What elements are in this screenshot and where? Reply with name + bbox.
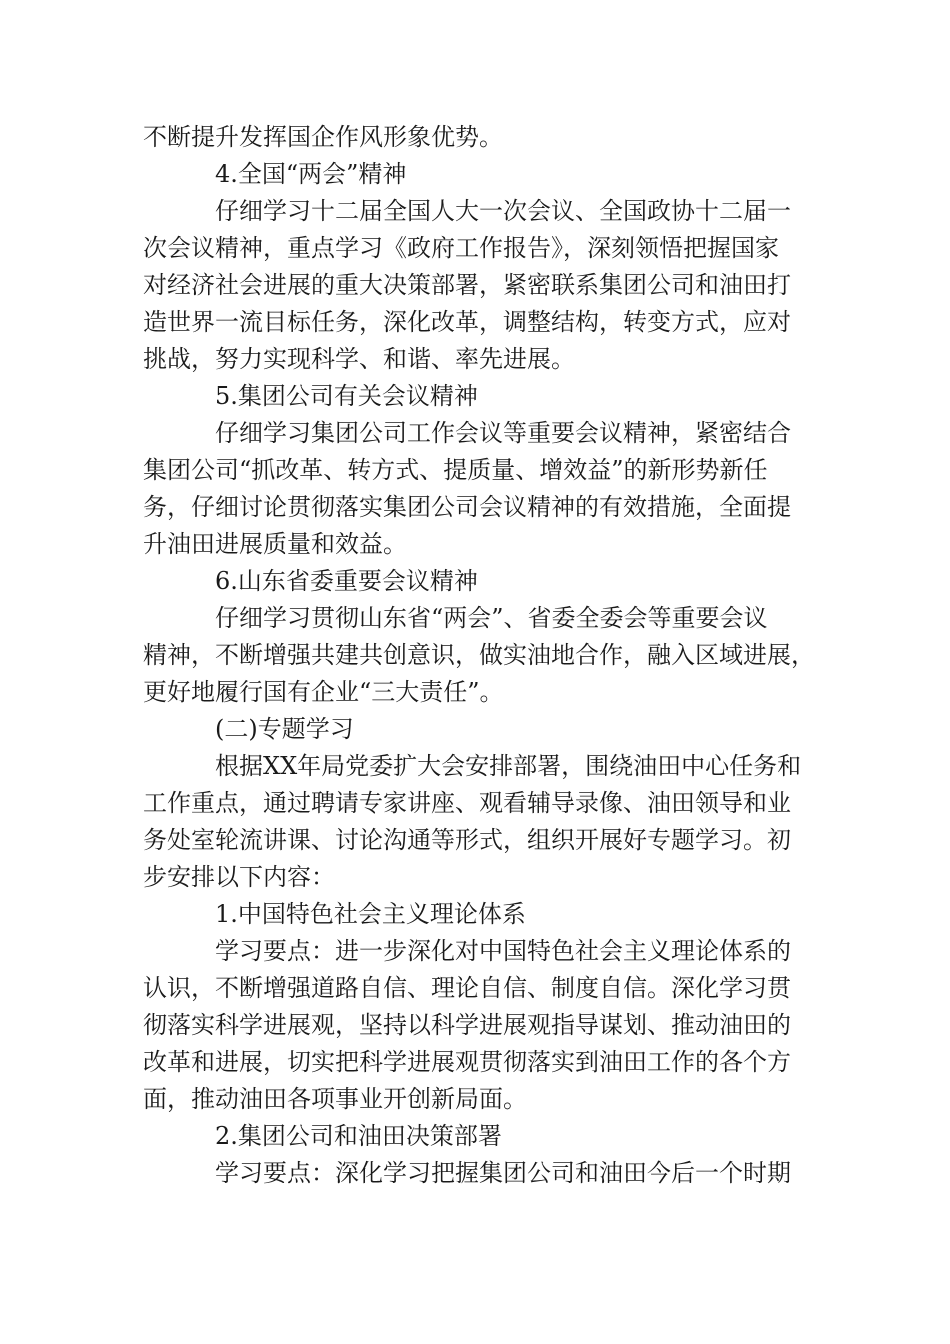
text-line: 工作重点，通过聘请专家讲座、观看辅导录像、油田领导和业 — [143, 789, 791, 817]
text-line: 次会议精神，重点学习《政府工作报告》，深刻领悟把握国家 — [143, 234, 779, 262]
text-line: 更好地履行国有企业“三大责任”。 — [143, 678, 504, 706]
text-line: 务处室轮流讲课、讨论沟通等形式，组织开展好专题学习。初 — [143, 826, 791, 854]
text-line: 不断提升发挥国企作风形象优势。 — [143, 123, 503, 151]
text-line: 认识，不断增强道路自信、理论自信、制度自信。深化学习贯 — [143, 974, 791, 1002]
text-line: 挑战，努力实现科学、和谐、率先进展。 — [143, 345, 575, 373]
text-line: 根据XX年局党委扩大会安排部署，围绕油田中心任务和 — [215, 752, 802, 780]
document-body — [143, 119, 815, 1192]
text-line: 学习要点：进一步深化对中国特色社会主义理论体系的 — [215, 937, 791, 965]
text-line: 改革和进展，切实把科学进展观贯彻落实到油田工作的各个方 — [143, 1048, 791, 1076]
text-line: 对经济社会进展的重大决策部署，紧密联系集团公司和油田打 — [143, 271, 791, 299]
text-line: 1.中国特色社会主义理论体系 — [215, 900, 526, 928]
text-line: 彻落实科学进展观，坚持以科学进展观指导谋划、推动油田的 — [143, 1011, 791, 1039]
text-line: 造世界一流目标任务，深化改革，调整结构，转变方式，应对 — [143, 308, 791, 336]
text-line: (二)专题学习 — [215, 715, 354, 743]
text-line: 仔细学习十二届全国人大一次会议、全国政协十二届一 — [215, 197, 791, 225]
text-line: 5.集团公司有关会议精神 — [215, 382, 478, 410]
text-line: 仔细学习集团公司工作会议等重要会议精神，紧密结合 — [215, 419, 791, 447]
text-line: 务，仔细讨论贯彻落实集团公司会议精神的有效措施，全面提 — [143, 493, 791, 521]
text-line: 4.全国“两会”精神 — [215, 160, 407, 188]
text-line: 学习要点：深化学习把握集团公司和油田今后一个时期 — [215, 1159, 791, 1187]
text-line: 仔细学习贯彻山东省“两会”、省委全委会等重要会议 — [215, 604, 768, 632]
text-line: 升油田进展质量和效益。 — [143, 530, 407, 558]
text-line: 集团公司“抓改革、转方式、提质量、增效益”的新形势新任 — [143, 456, 768, 484]
text-line: 精神，不断增强共建共创意识，做实油地合作，融入区域进展， — [143, 641, 815, 669]
text-line: 步安排以下内容： — [143, 863, 335, 891]
text-line: 2.集团公司和油田决策部署 — [215, 1122, 502, 1150]
text-line: 面，推动油田各项事业开创新局面。 — [143, 1085, 527, 1113]
text-line: 6.山东省委重要会议精神 — [215, 567, 478, 595]
